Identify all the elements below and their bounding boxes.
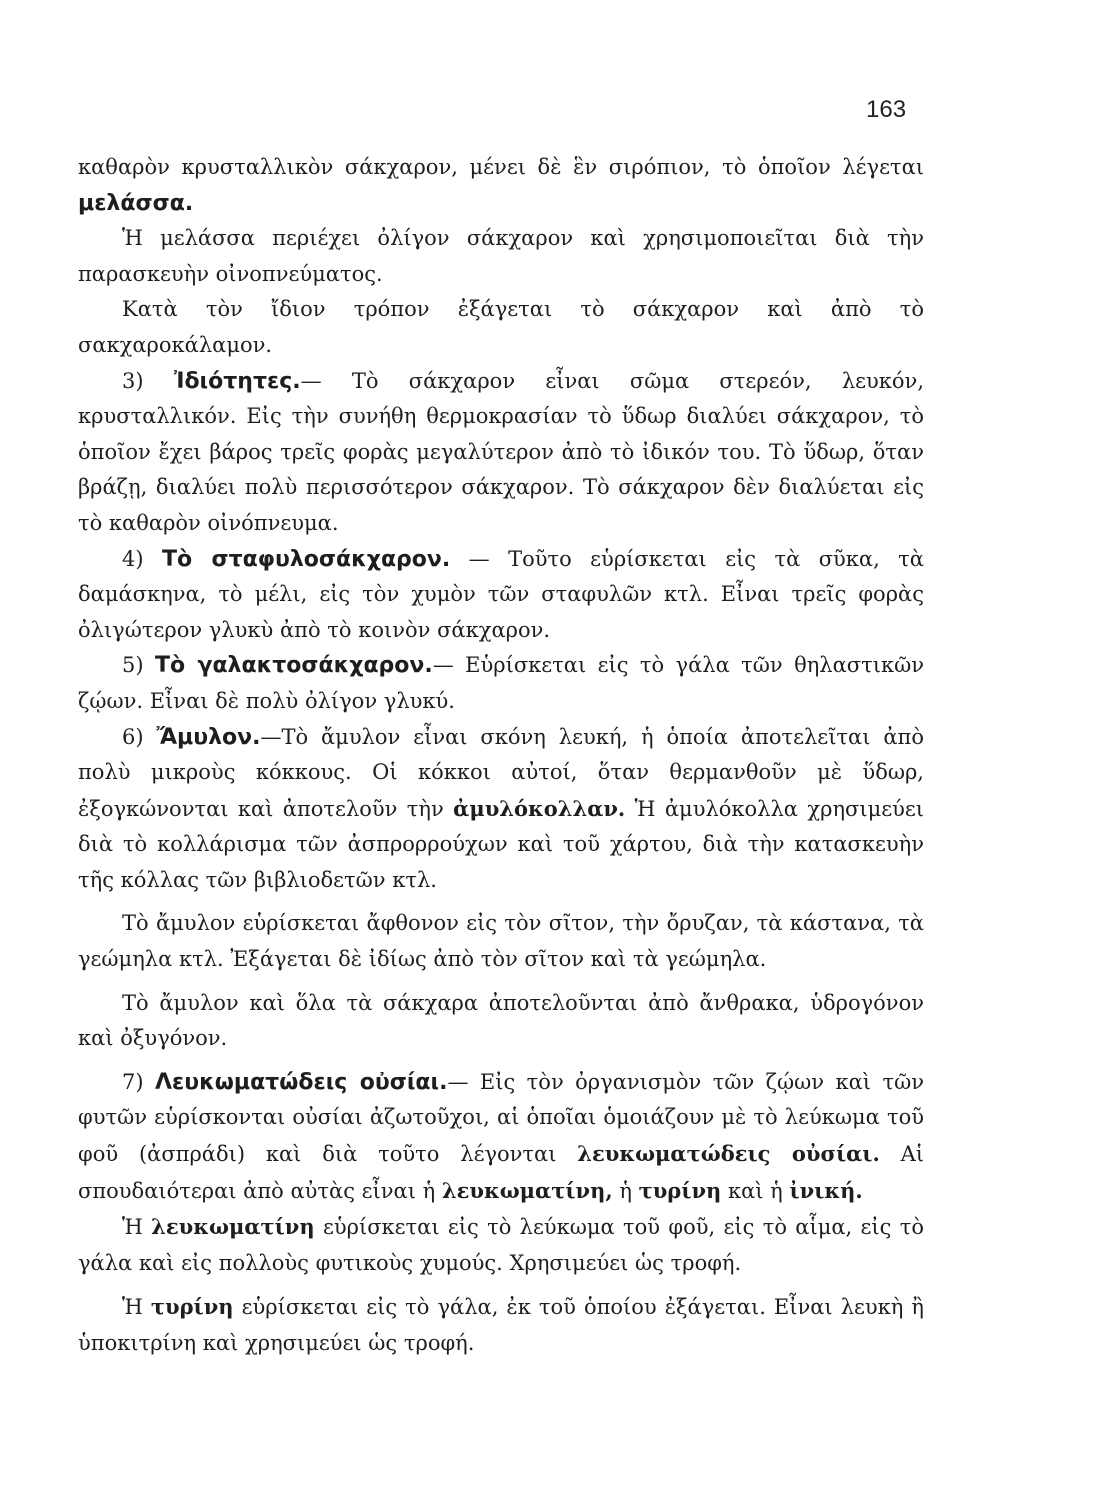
paragraph-starch-sources [78, 906, 924, 977]
page-number: 163 [866, 96, 907, 123]
paragraph-text: Τὸ ἄμυλον καὶ ὅλα τὰ σάκχαρα ἀποτελοῦνται ἀπὸ ἄνθρακα, ὑδρογόνον καὶ ὀξυγόνον. [78, 990, 924, 1051]
paragraph-text: εὑρίσκεται εἰς τὸ λεύκωμα τοῦ φοῦ, εἰς τὸ αἷμα, εἰς τὸ γάλα καὶ εἰς πολλοὺς φυτικοὺς χυμούς. Χρησιμεύει ὡς τροφή. [78, 1215, 925, 1275]
paragraph-text: — Τὸ σάκχαρον εἶναι σῶμα στερεόν, λευκόν, κρυσταλλικόν. Εἰς τὴν συνήθη θερμοκρασίαν τὸ ὕδωρ διαλύει σάκχαρον, τὸ ὁποῖον ἔχει βάρος τρεῖς φορὰς μεγαλύτερον ἀπὸ τὸ ἰδικόν του. Τὸ ὕδωρ, ὅταν βράζῃ, διαλύει πολὺ περισσότερον σάκχαρον. Τὸ σάκχαρον δὲν διαλύεται εἰς τὸ καθαρὸν οἰνόπνευμα. [78, 368, 924, 535]
term-albumin: λευκωματίνη [151, 1214, 315, 1240]
paragraph-text: καθαρὸν κρυσταλλικὸν σάκχαρον, μένει δὲ ἓν σιρόπιον, τὸ ὁποῖον λέγεται [78, 155, 924, 179]
paragraph-text: Ἡ [122, 1295, 151, 1320]
section-number: 5) [122, 653, 155, 678]
term-casein: τυρίνη [150, 1294, 234, 1320]
paragraph-text: Αἱ σπουδαιότεραι ἀπὸ αὐτὰς εἶναι ἡ [78, 1142, 924, 1203]
paragraph-casein [78, 1289, 924, 1361]
paragraph-text: Ἡ μελάσσα περιέχει ὀλίγον σάκχαρον καὶ χρησιμοποιεῖται διὰ τὴν παρασκευὴν οἰνοπνεύματος. [78, 226, 924, 286]
section-number: 3) [122, 368, 174, 393]
section-7-proteins [78, 1065, 924, 1209]
section-heading: Τὸ σταφυλοσάκχαρον. [161, 546, 451, 572]
paragraph-text: ἡ [612, 1178, 639, 1203]
section-5-milk-sugar [78, 648, 924, 719]
page-body [78, 150, 924, 1362]
paragraph-text: — Εἰς τὸν ὀργανισμὸν τῶν ζῴων καὶ τῶν φυτῶν εὑρίσκονται οὐσίαι ἀζωτοῦχοι, αἱ ὁποῖαι ὁμοιάζουν μὲ τὸ λεύκωμα τοῦ φοῦ (ἀσπράδι) καὶ διὰ τοῦτο λέγονται [78, 1069, 924, 1167]
paragraph-text: — Εὑρίσκεται εἰς τὸ γάλα τῶν θηλαστικῶν ζῴων. Εἶναι δὲ πολὺ ὀλίγον γλυκύ. [78, 653, 924, 713]
paragraph-text: Κατὰ τὸν ἴδιον τρόπον ἐξάγεται τὸ σάκχαρον καὶ ἀπὸ τὸ σακχαροκάλαμον. [78, 297, 924, 357]
section-number: 6) [122, 724, 157, 749]
section-heading: Λευκωματώδεις οὐσίαι. [155, 1069, 448, 1095]
section-heading: Τὸ γαλακτοσάκχαρον. [154, 653, 433, 679]
paragraph-text: Τὸ ἄμυλον εὑρίσκεται ἄφθονον εἰς τὸν σῖτον, τὴν ὄρυζαν, τὰ κάστανα, τὰ γεώμηλα κτλ. Ἐξάγεται δὲ ἰδίως ἀπὸ τὸν σῖτον καὶ τὰ γεώμηλα. [78, 911, 924, 972]
section-6-starch [78, 720, 924, 899]
paragraph-melassa-definition [78, 150, 924, 221]
section-number: 7) [122, 1069, 155, 1094]
term-starch-paste: ἀμυλόκολλαν. [453, 795, 626, 821]
term-albumin: λευκωματίνη, [441, 1177, 613, 1203]
section-heading: Ἰδιότητες. [173, 368, 301, 394]
paragraph-text: Ἡ ἀμυλόκολλα χρησιμεύει διὰ τὸ κολλάρισμα τῶν ἀσπρορρούχων καὶ τοῦ χάρτου, διὰ τὴν κατασκευὴν τῆς κόλλας τῶν βιβλιοδετῶν κτλ. [78, 796, 924, 892]
term-albuminoids: λευκωματώδεις οὐσίαι. [577, 1141, 880, 1167]
paragraph-starch-composition [78, 986, 924, 1057]
term-melassa: μελάσσα. [78, 190, 194, 216]
paragraph-text: —Τὸ ἄμυλον εἶναι σκόνη λευκή, ἡ ὁποία ἀποτελεῖται ἀπὸ πολὺ μικροὺς κόκκους. Οἱ κόκκοι αὐτοί, ὅταν θερμανθοῦν μὲ ὕδωρ, ἐξογκώνονται καὶ ἀποτελοῦν τὴν [78, 724, 924, 821]
section-3-properties [78, 364, 924, 542]
paragraph-text: Ἡ [122, 1215, 152, 1240]
paragraph-albumin [78, 1209, 924, 1281]
term-casein: τυρίνη [638, 1177, 722, 1203]
paragraph-text: καὶ ἡ [721, 1178, 790, 1203]
section-number: 4) [122, 546, 162, 571]
term-fibrin: ἰνική. [789, 1177, 863, 1203]
paragraph-text: — Τοῦτο εὑρίσκεται εἰς τὰ σῦκα, τὰ δαμάσκηνα, τὸ μέλι, εἰς τὸν χυμὸν τῶν σταφυλῶν κτλ. Εἶναι τρεῖς φορὰς ὀλιγώτερον γλυκὺ ἀπὸ τὸ κοινὸν σάκχαρον. [78, 546, 924, 642]
paragraph-melassa-use [78, 221, 924, 292]
paragraph-sugarcane [78, 292, 924, 363]
section-heading: Ἄμυλον. [156, 724, 261, 750]
paragraph-text: εὑρίσκεται εἰς τὸ γάλα, ἐκ τοῦ ὁποίου ἐξάγεται. Εἶναι λευκὴ ἢ ὑποκιτρίνη καὶ χρησιμεύει ὡς τροφή. [78, 1295, 924, 1355]
section-4-grape-sugar [78, 542, 924, 649]
